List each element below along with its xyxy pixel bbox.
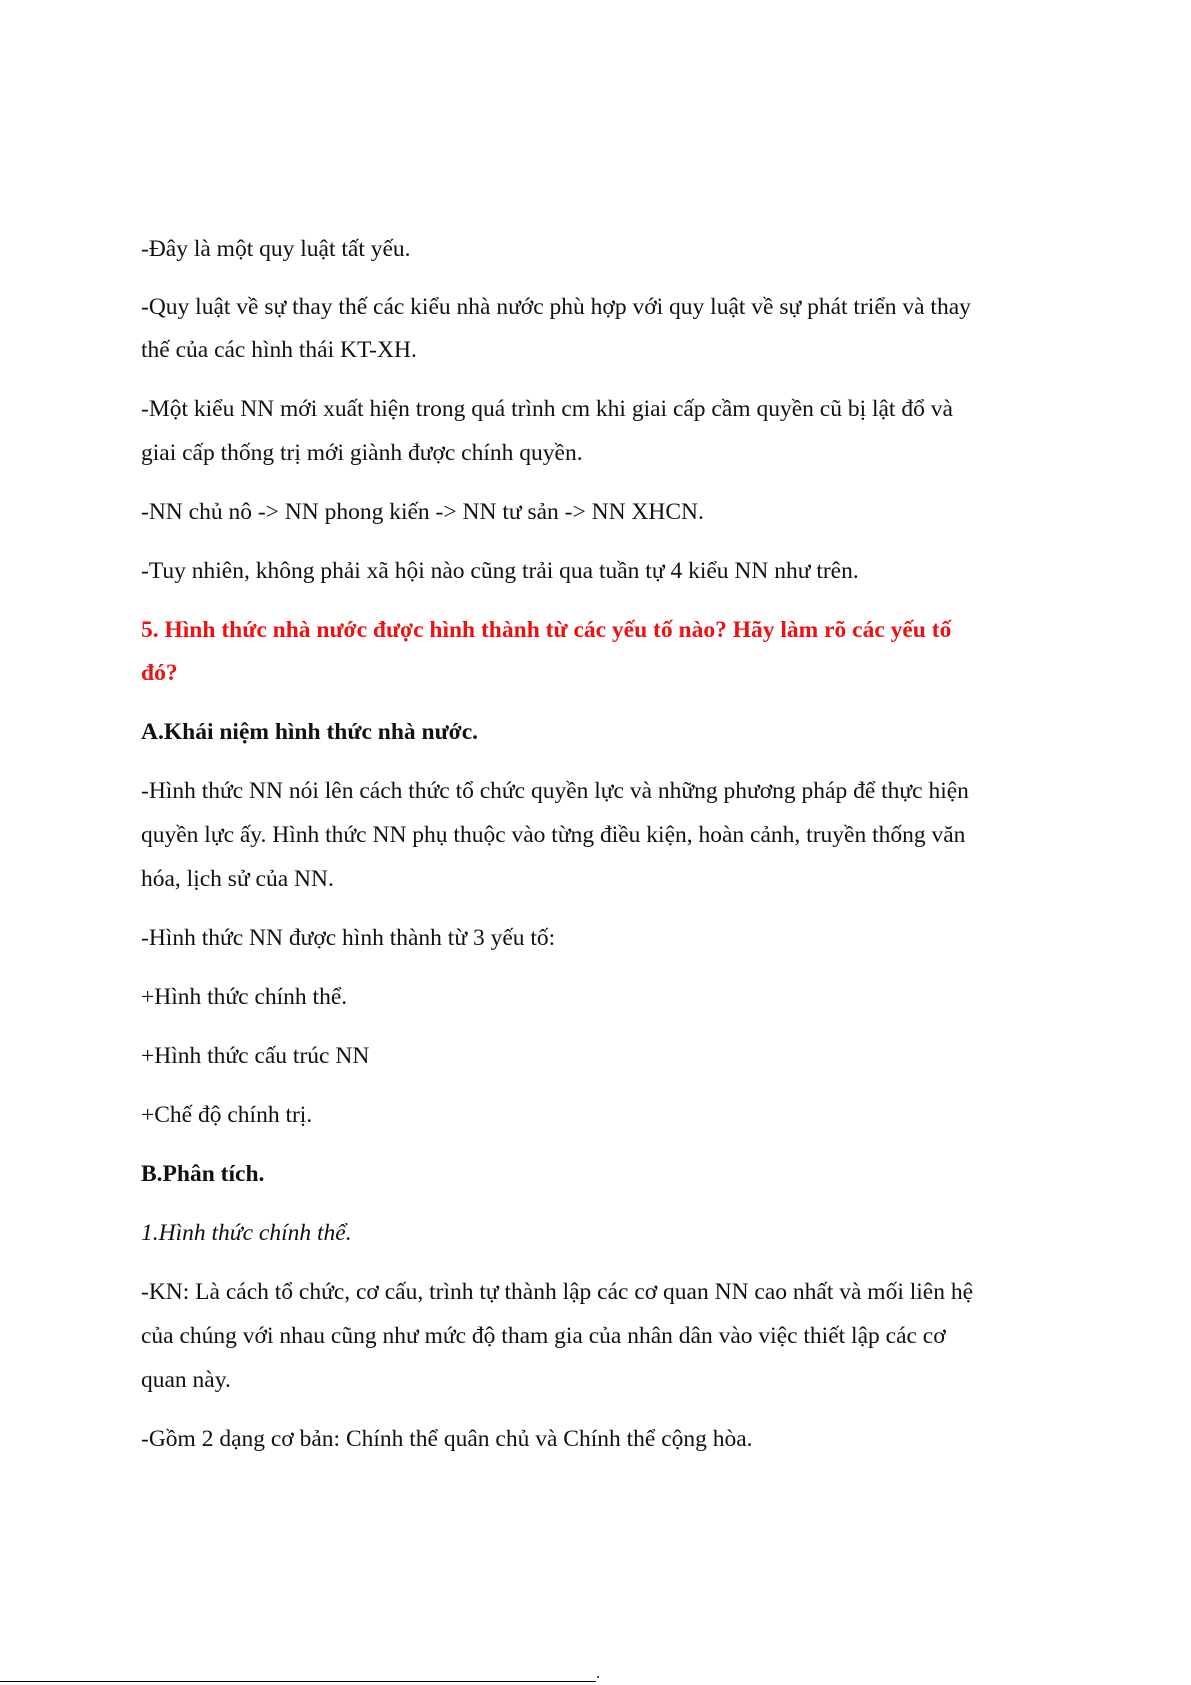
paragraph-line: thế của các hình thái KT-XH.: [141, 337, 417, 363]
paragraph-line: -Gồm 2 dạng cơ bản: Chính thể quân chủ và Chính thể cộng hòa.: [141, 1426, 753, 1452]
subsection-heading: 1.Hình thức chính thể.: [141, 1220, 352, 1246]
list-item: +Hình thức cấu trúc NN: [141, 1043, 370, 1069]
paragraph-line: của chúng với nhau cũng như mức độ tham gia của nhân dân vào việc thiết lập các cơ: [141, 1323, 946, 1349]
paragraph-line: -Hình thức NN được hình thành từ 3 yếu tố:: [141, 925, 556, 951]
paragraph-line: -Đây là một quy luật tất yếu.: [141, 236, 411, 262]
paragraph-line: hóa, lịch sử của NN.: [141, 866, 334, 892]
paragraph-line: -Hình thức NN nói lên cách thức tổ chức quyền lực và những phương pháp để thực hiện: [141, 778, 969, 804]
footer-mark: [597, 1676, 599, 1678]
section-heading-b: B.Phân tích.: [141, 1161, 265, 1187]
paragraph-line: quyền lực ấy. Hình thức NN phụ thuộc vào từng điều kiện, hoàn cảnh, truyền thống văn: [141, 822, 966, 848]
question-heading: 5. Hình thức nhà nước được hình thành từ các yếu tố nào? Hãy làm rõ các yếu tố: [141, 617, 952, 643]
paragraph-line: -NN chủ nô -> NN phong kiến -> NN tư sản -> NN XHCN.: [141, 499, 704, 525]
list-item: +Hình thức chính thể.: [141, 984, 348, 1010]
list-item: +Chế độ chính trị.: [141, 1102, 313, 1128]
paragraph-line: -KN: Là cách tổ chức, cơ cấu, trình tự thành lập các cơ quan NN cao nhất và mối liên hệ: [141, 1279, 974, 1305]
paragraph-line: -Quy luật về sự thay thế các kiểu nhà nước phù hợp với quy luật về sự phát triển và thay: [141, 294, 971, 320]
question-heading-cont: đó?: [141, 660, 178, 686]
paragraph-line: -Tuy nhiên, không phải xã hội nào cũng trải qua tuần tự 4 kiểu NN như trên.: [141, 558, 859, 584]
section-heading-a: A.Khái niệm hình thức nhà nước.: [141, 719, 478, 745]
paragraph-line: giai cấp thống trị mới giành được chính quyền.: [141, 440, 583, 466]
paragraph-line: -Một kiểu NN mới xuất hiện trong quá trình cm khi giai cấp cầm quyền cũ bị lật đổ và: [141, 396, 953, 422]
footnote-separator: [0, 1681, 596, 1682]
paragraph-line: quan này.: [141, 1367, 231, 1393]
